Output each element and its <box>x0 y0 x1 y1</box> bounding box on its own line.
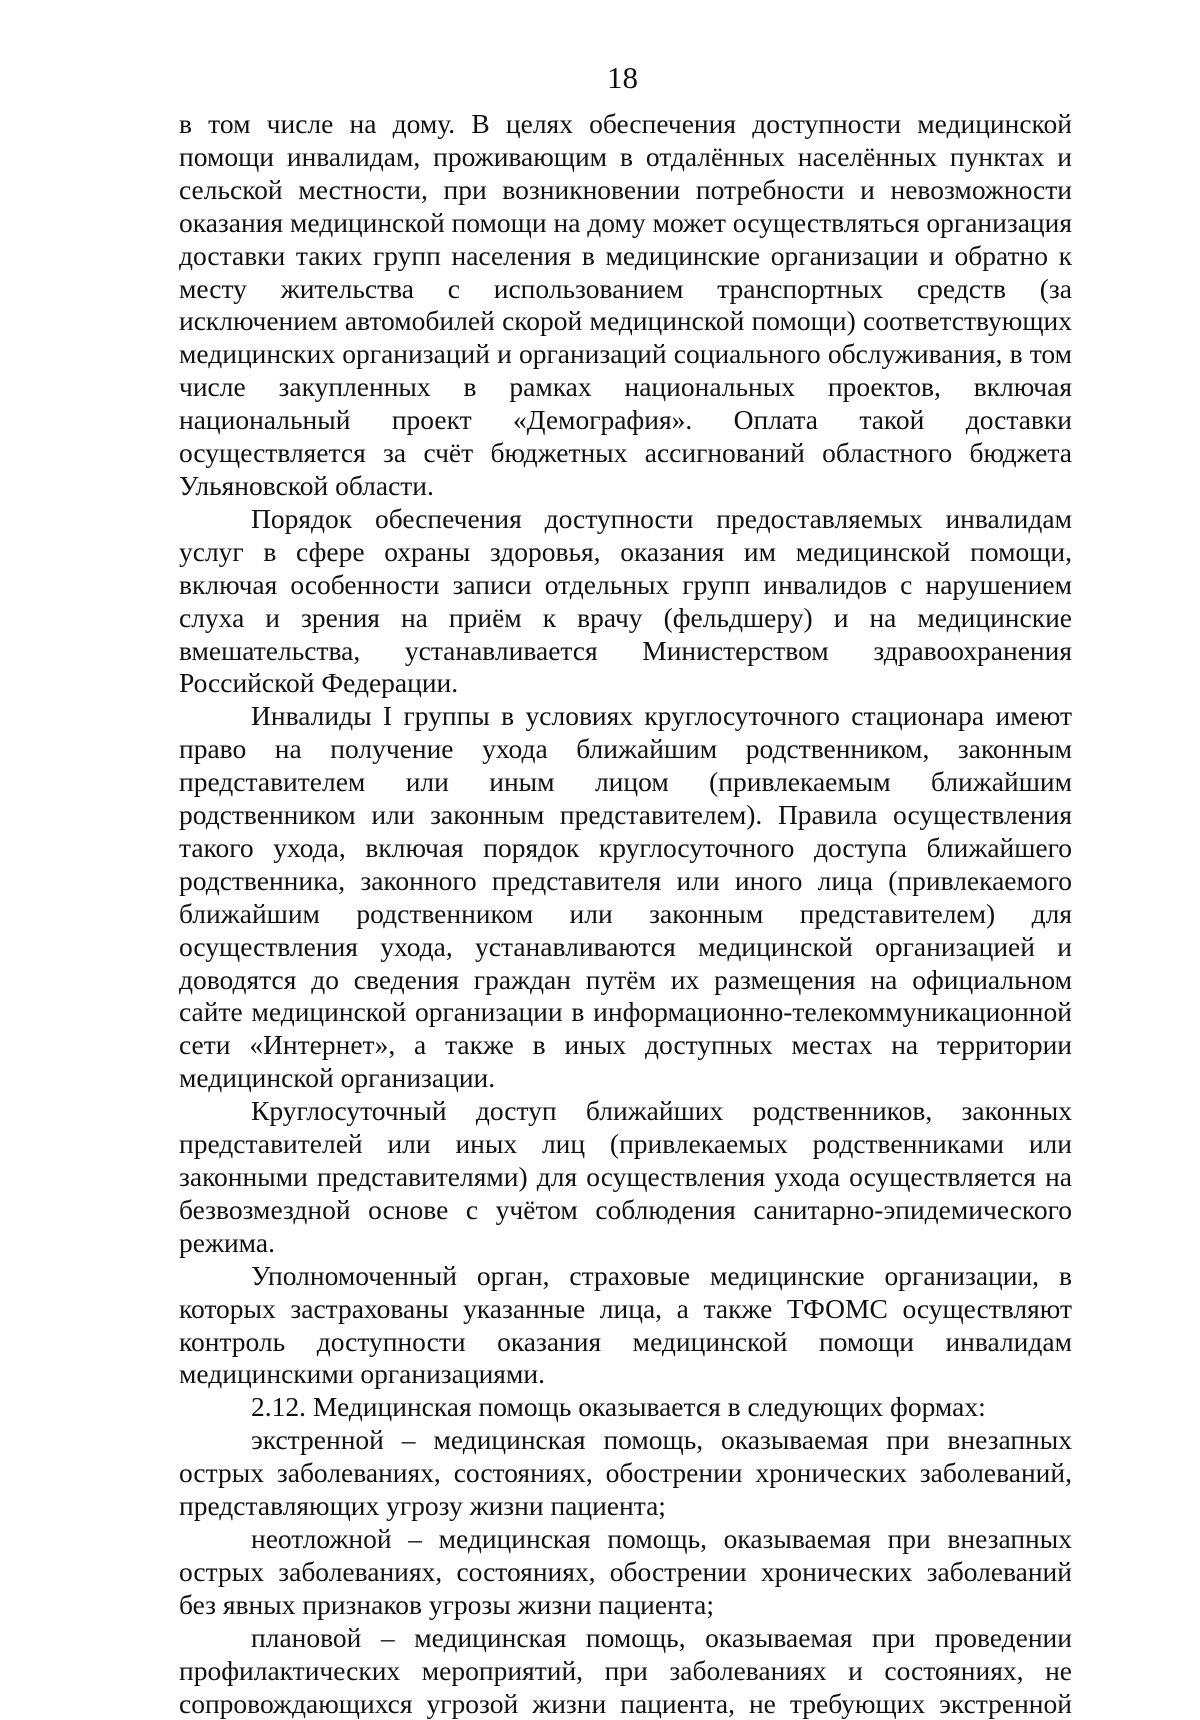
page-number: 18 <box>607 60 638 95</box>
paragraph-round-the-clock-access: Круглосуточный доступ ближайших родственников, законных представителей или иных лиц (привлекаемых родственниками или законными представителями) для осуществления ухода осуществляется на безвозмездной основе с учётом соблюдения санитарно-эпидемического режима. <box>179 1095 1072 1258</box>
paragraph-urgent-form: неотложной – медицинская помощь, оказываемая при внезапных острых заболеваниях, состояниях, обострении хронических заболеваний без явных признаков угрозы жизни пациента; <box>179 1522 1072 1620</box>
paragraph-planned-form: плановой – медицинская помощь, оказываемая при проведении профилактических мероприятий, при заболеваниях и состояниях, не сопровождающихся угрозой жизни пациента, не требующих экстренной <box>179 1621 1072 1719</box>
paragraph-forms-heading: 2.12. Медицинская помощь оказывается в следующих формах: <box>251 1391 986 1423</box>
paragraph-emergency-form: экстренной – медицинская помощь, оказываемая при внезапных острых заболеваниях, состояниях, обострении хронических заболеваний, представляющих угрозу жизни пациента; <box>179 1424 1072 1522</box>
document-body <box>179 108 1072 1720</box>
paragraph-home-delivery: в том числе на дому. В целях обеспечения доступности медицинской помощи инвалидам, проживающим в отдалённых населённых пунктах и сельской местности, при возникновении потребности и невозможности оказания медицинской помощи на дому может осуществляться организация доставки таких групп населения в медицинские организации и обратно к месту жительства с использованием транспортных средств (за исключением автомобилей скорой медицинской помощи) соответствующих медицинских организаций и организаций социального обслуживания, в том числе закупленных в рамках национальных проектов, включая национальный проект «Демография». Оплата такой доставки осуществляется за счёт бюджетных ассигнований областного бюджета Ульяновской области. <box>179 108 1072 501</box>
paragraph-control: Уполномоченный орган, страховые медицинские организации, в которых застрахованы указанные лица, а также ТФОМС осуществляют контроль доступности оказания медицинской помощи инвалидам медицинскими организациями. <box>179 1259 1072 1390</box>
paragraph-group-one-care: Инвалиды I группы в условиях круглосуточного стационара имеют право на получение ухода ближайшим родственником, законным представителем или иным лицом (привлекаемым ближайшим родственником или законным представителем). Правила осуществления такого ухода, включая порядок круглосуточного доступа ближайшего родственника, законного представителя или иного лица (привлекаемого ближайшим родственником или законным представителем) для осуществления ухода, устанавливаются медицинской организацией и доводятся до сведения граждан путём их размещения на официальном сайте медицинской организации в информационно-телекоммуникационной сети «Интернет», а также в иных доступных местах на территории медицинской организации. <box>179 700 1072 1094</box>
paragraph-accessibility-order: Порядок обеспечения доступности предоставляемых инвалидам услуг в сфере охраны здоровья, оказания им медицинской помощи, включая особенности записи отдельных групп инвалидов с нарушением слуха и зрения на приём к врачу (фельдшеру) и на медицинские вмешательства, устанавливается Министерством здравоохранения Российской Федерации. <box>179 502 1072 699</box>
